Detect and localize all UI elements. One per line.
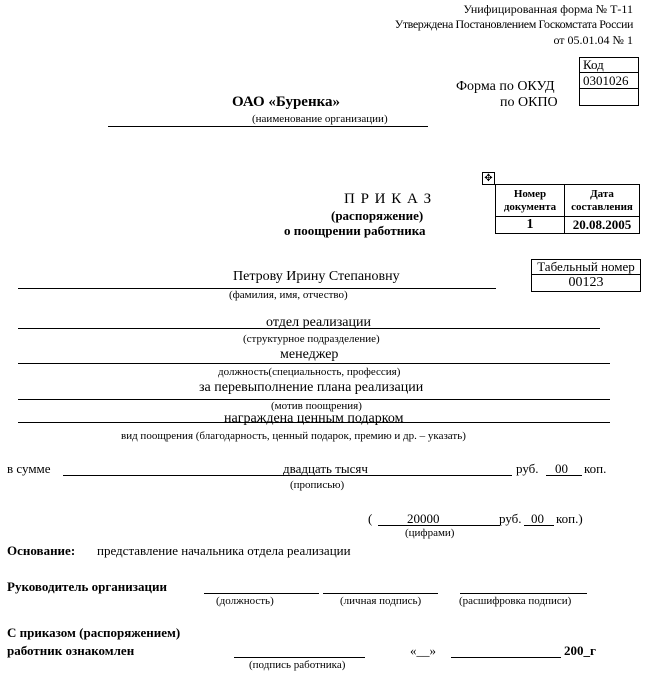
okpo-label: по ОКПО xyxy=(500,95,558,110)
document-table xyxy=(495,184,640,234)
position-value: менеджер xyxy=(280,347,339,362)
ack-year: 200_г xyxy=(564,643,596,658)
motive-value: за перевыполнение плана реализации xyxy=(199,380,424,395)
amount-digits: 20000 xyxy=(407,511,440,526)
codes-header: Код xyxy=(580,58,639,73)
amount-rub-label: руб. xyxy=(516,461,539,476)
head-label: Руководитель организации xyxy=(7,579,167,594)
digits-kop-label: коп.) xyxy=(556,511,583,526)
codes-table xyxy=(579,57,639,106)
ack-date-day: «__» xyxy=(410,643,436,658)
doc-date-value: 20.08.2005 xyxy=(565,217,640,234)
doc-number-header-line2: документа xyxy=(503,200,557,213)
position-underline xyxy=(18,363,610,364)
doc-number-value: 1 xyxy=(496,217,565,234)
ack-line2: работник ознакомлен xyxy=(7,643,135,658)
ack-line1: С приказом (распоряжением) xyxy=(7,625,181,640)
approved-date: от 05.01.04 № 1 xyxy=(553,33,633,47)
head-decoding-line[interactable] xyxy=(460,593,587,594)
okud-code: 0301026 xyxy=(580,73,639,89)
form-name: Унифицированная форма № Т-11 xyxy=(463,2,633,16)
doc-date-header-line1: Дата xyxy=(590,187,614,200)
department-underline xyxy=(18,328,600,329)
ack-date-month-line[interactable] xyxy=(451,657,561,658)
table-move-handle-icon[interactable]: ✥ xyxy=(482,172,495,185)
head-signature-line[interactable] xyxy=(323,593,438,594)
position-caption: должность(специальность, профессия) xyxy=(218,366,401,378)
reward-value: награждена ценным подарком xyxy=(224,411,404,426)
tab-number-table xyxy=(531,259,641,292)
organization-caption: (наименование организации) xyxy=(252,113,388,125)
okpo-code xyxy=(580,89,639,106)
tab-number-header: Табельный номер xyxy=(532,260,641,275)
order-title: П Р И К А З xyxy=(344,191,433,207)
reward-caption: вид поощрения (благодарность, ценный подарок, премию и др. – указать) xyxy=(121,430,466,442)
head-decoding-caption: (расшифровка подписи) xyxy=(459,595,572,607)
amount-kop-label: коп. xyxy=(584,461,607,476)
organization-underline xyxy=(108,126,428,127)
department-value: отдел реализации xyxy=(266,315,371,330)
department-caption: (структурное подразделение) xyxy=(243,333,380,345)
basis-value: представление начальника отдела реализации xyxy=(97,543,351,558)
organization-name: ОАО «Буренка» xyxy=(232,94,341,110)
amount-kop-value: 00 xyxy=(555,461,568,476)
reward-underline xyxy=(18,422,610,423)
okud-label: Форма по ОКУД xyxy=(456,79,555,94)
head-signature-caption: (личная подпись) xyxy=(340,595,422,607)
amount-words-caption: (прописью) xyxy=(290,479,345,491)
employee-signature-caption: (подпись работника) xyxy=(249,659,346,671)
approved-by: Утверждена Постановлением Госкомстата России xyxy=(394,17,633,31)
head-position-caption: (должность) xyxy=(216,595,274,607)
amount-digits-caption: (цифрами) xyxy=(405,527,455,539)
doc-date-header-line2: составления xyxy=(571,200,633,213)
digits-kop-value: 00 xyxy=(531,511,544,526)
order-subtitle: (распоряжение) xyxy=(331,208,424,223)
amount-prefix: в сумме xyxy=(7,461,51,476)
digits-open-paren: ( xyxy=(368,511,373,526)
head-position-line[interactable] xyxy=(204,593,319,594)
motive-caption: (мотив поощрения) xyxy=(271,400,362,412)
digits-rub-label: руб. xyxy=(499,511,522,526)
employee-signature-line[interactable] xyxy=(234,657,365,658)
doc-number-header xyxy=(496,185,565,217)
tab-number-value: 00123 xyxy=(532,275,641,292)
doc-number-header-line1: Номер xyxy=(513,187,547,200)
doc-date-header xyxy=(565,185,640,217)
full-name-caption: (фамилия, имя, отчество) xyxy=(229,289,348,301)
amount-words: двадцать тысяч xyxy=(283,461,368,476)
basis-label: Основание: xyxy=(7,543,76,558)
employee-full-name: Петрову Ирину Степановну xyxy=(233,269,400,284)
order-subject: о поощрении работника xyxy=(284,223,426,238)
